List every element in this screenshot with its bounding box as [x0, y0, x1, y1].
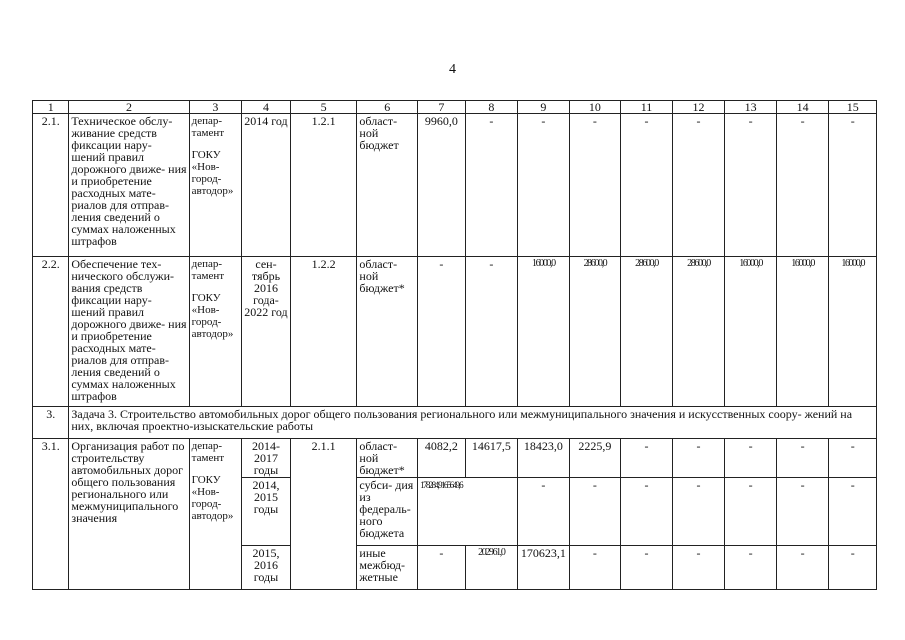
- header-cell: 12: [672, 101, 725, 114]
- value-cell: -: [725, 546, 777, 590]
- value-cell: 28600,0: [569, 257, 621, 407]
- value-cell: -: [518, 114, 570, 257]
- value-cell: 165649,6: [441, 480, 462, 490]
- value-cell: -: [672, 478, 725, 546]
- value-cell: -: [829, 478, 877, 546]
- activity-name: Техническое обслу- живание средств фиксации нару- шений правил дорожного движе- ния и приобретение расходных мате- риалов для отправ- ления сведений о суммах наложенных штрафов: [69, 114, 189, 257]
- executor-line: тамент: [191, 270, 225, 282]
- table-row: [33, 439, 877, 478]
- funding-source: област- ной бюджет: [357, 114, 418, 257]
- header-cell: 6: [357, 101, 418, 114]
- row-number: 2.2.: [33, 257, 69, 407]
- period: сен- тябрь 2016 года- 2022 год: [242, 257, 291, 407]
- value-cell: -: [621, 114, 673, 257]
- value-cell: -: [418, 257, 466, 407]
- executor-line: ГОКУ: [191, 474, 221, 486]
- value-cell: -: [569, 478, 621, 546]
- executor-line: ГОКУ: [191, 149, 221, 161]
- header-cell: 2: [69, 101, 189, 114]
- executor: [189, 439, 242, 590]
- value-cell: -: [725, 114, 777, 257]
- activity-name: Обеспечение тех- нического обслужи- вания средств фиксации нару- шений правил дорожного движе- ния и приобретение расходных мате- риалов для отправ- ления сведений о суммах наложенных штрафов: [69, 257, 189, 407]
- executor-line: «Нов-: [191, 486, 220, 498]
- value-cell: 14617,5: [465, 439, 518, 478]
- value-cell: 18423,0: [518, 439, 570, 478]
- header-row: [33, 101, 877, 114]
- header-cell: 14: [776, 101, 829, 114]
- executor: [189, 114, 242, 257]
- value-cell: -: [518, 478, 570, 546]
- executor-line: депар-: [191, 258, 223, 270]
- value-cell: 16000,0: [725, 257, 777, 407]
- period: 2014 год: [242, 114, 291, 257]
- value-cell: -: [621, 478, 673, 546]
- program-table: [32, 100, 877, 590]
- executor-line: тамент: [191, 452, 225, 464]
- executor-line: «Нов-: [191, 161, 220, 173]
- header-cell: 3: [189, 101, 242, 114]
- row-number: 3.: [33, 407, 69, 439]
- target-code: 1.2.2: [290, 257, 357, 407]
- funding-source: иные межбюд- жетные: [357, 546, 418, 590]
- executor-line: автодор»: [191, 328, 234, 340]
- task-row: [33, 407, 877, 439]
- row-number: 2.1.: [33, 114, 69, 257]
- value-cell: -: [465, 114, 518, 257]
- row-number: 3.1.: [33, 439, 69, 590]
- value-cell: -: [621, 546, 673, 590]
- executor-line: город-: [191, 173, 222, 185]
- period: 2015, 2016 годы: [242, 546, 291, 590]
- value-cell: -: [725, 478, 777, 546]
- header-cell: 1: [33, 101, 69, 114]
- value-cell: -: [776, 546, 829, 590]
- activity-name: Организация работ по строительству автомобильных дорог общего пользования регионального или межмуниципального значения: [69, 439, 189, 590]
- executor-line: тамент: [191, 127, 225, 139]
- value-cell: -: [829, 439, 877, 478]
- executor-line: автодор»: [191, 510, 234, 522]
- value-cell: -: [569, 114, 621, 257]
- value-cell: 2225,9: [569, 439, 621, 478]
- value-cell: 16000,0: [776, 257, 829, 407]
- value-cell: -: [569, 546, 621, 590]
- value-cell: 202961,0: [465, 546, 518, 590]
- value-cell: -: [621, 439, 673, 478]
- value-cell: -: [672, 439, 725, 478]
- value-cell-overflow: [418, 478, 518, 546]
- value-cell: 170623,1: [518, 546, 570, 590]
- value-cell: 28600,0: [621, 257, 673, 407]
- target-code: 1.2.1: [290, 114, 357, 257]
- value-cell: 28600,0: [672, 257, 725, 407]
- header-cell: 10: [569, 101, 621, 114]
- value-cell: -: [829, 114, 877, 257]
- value-cell: -: [672, 114, 725, 257]
- page-number: 4: [449, 62, 456, 77]
- header-cell: 13: [725, 101, 777, 114]
- value-cell: 178284,9: [420, 480, 442, 490]
- header-cell: 9: [518, 101, 570, 114]
- executor-line: депар-: [191, 115, 223, 127]
- table-row: [33, 114, 877, 257]
- value-cell: -: [672, 546, 725, 590]
- funding-source: област- ной бюджет*: [357, 257, 418, 407]
- period: 2014, 2015 годы: [242, 478, 291, 546]
- value-cell: 9960,0: [418, 114, 466, 257]
- funding-source: субси- дия из федераль- ного бюджета: [357, 478, 418, 546]
- value-cell: -: [829, 546, 877, 590]
- value-cell: 4082,2: [418, 439, 466, 478]
- header-cell: 11: [621, 101, 673, 114]
- value-cell: 16000,0: [518, 257, 570, 407]
- value-cell: -: [776, 439, 829, 478]
- executor-line: автодор»: [191, 185, 234, 197]
- task-title: Задача 3. Строительство автомобильных дорог общего пользования регионального или межмуниципального значения и искусственных соору- жений на них, включая проектно-изыскательские работы: [69, 407, 877, 439]
- executor-line: «Нов-: [191, 304, 220, 316]
- executor-line: ГОКУ: [191, 292, 221, 304]
- target-code: 2.1.1: [290, 439, 357, 590]
- executor-line: город-: [191, 498, 222, 510]
- header-cell: 15: [829, 101, 877, 114]
- value-cell: -: [725, 439, 777, 478]
- period: 2014- 2017 годы: [242, 439, 291, 478]
- funding-source: област- ной бюджет*: [357, 439, 418, 478]
- value-cell: -: [418, 546, 466, 590]
- executor: [189, 257, 242, 407]
- value-cell: 16000,0: [829, 257, 877, 407]
- header-cell: 7: [418, 101, 466, 114]
- header-cell: 5: [290, 101, 357, 114]
- executor-line: депар-: [191, 440, 223, 452]
- value-cell: -: [776, 114, 829, 257]
- value-cell: -: [776, 478, 829, 546]
- header-cell: 8: [465, 101, 518, 114]
- executor-line: город-: [191, 316, 222, 328]
- value-cell: -: [465, 257, 518, 407]
- header-cell: 4: [242, 101, 291, 114]
- table-row: [33, 257, 877, 407]
